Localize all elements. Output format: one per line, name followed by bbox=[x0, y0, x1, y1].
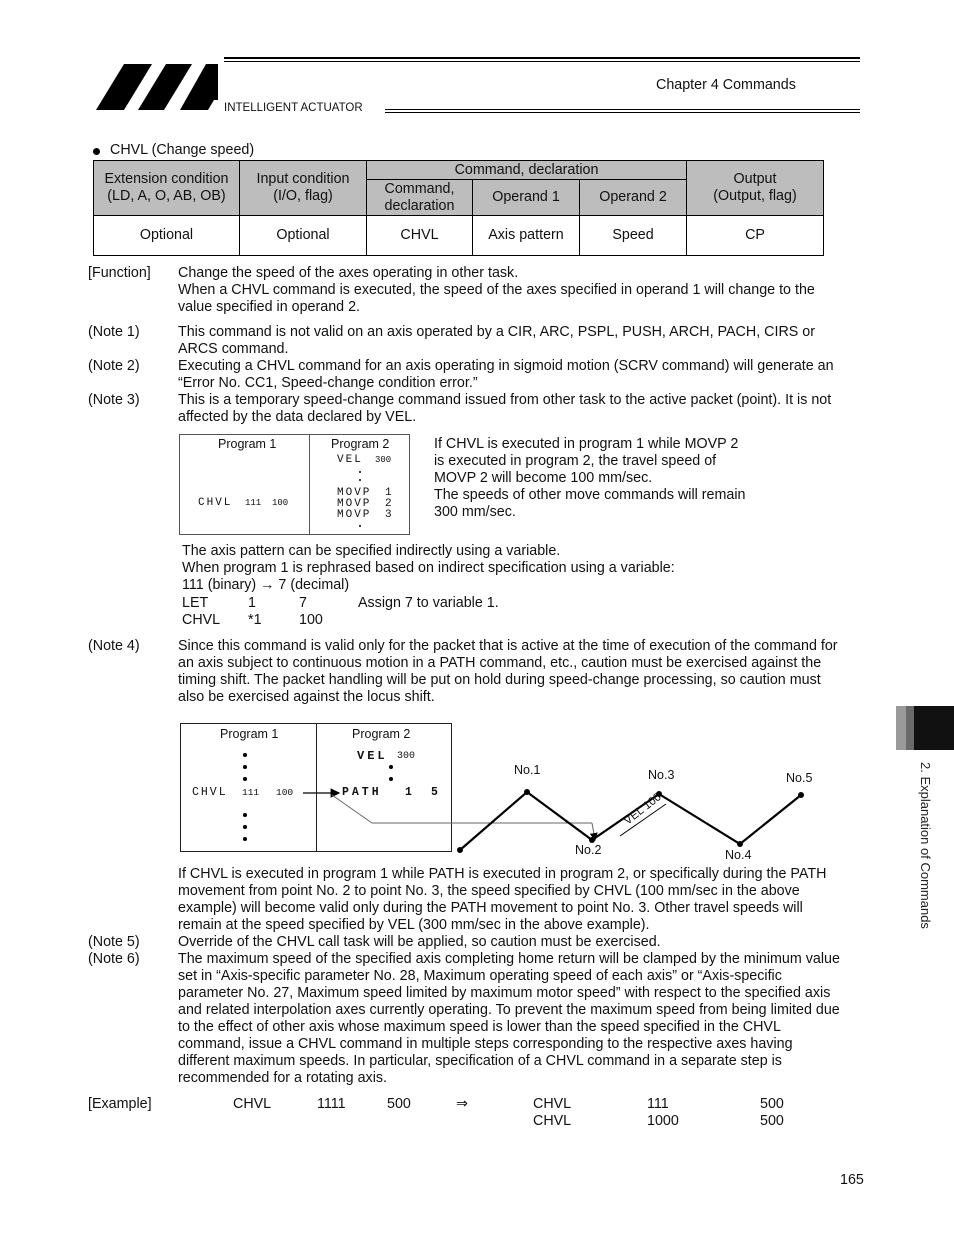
note3-text: This is a temporary speed-change command issued from other task to the active packet (point). It is not affected by the data declared by VEL. bbox=[178, 392, 832, 425]
movp-command: MOVP bbox=[337, 487, 372, 499]
program1-label: Program 1 bbox=[218, 437, 277, 451]
path-command: PATH bbox=[342, 786, 382, 799]
table-cell: Speed bbox=[580, 216, 687, 256]
program-figure-1 bbox=[179, 434, 410, 535]
page-number: 165 bbox=[840, 1172, 864, 1188]
let-operand1: 1 bbox=[248, 595, 256, 611]
table-row bbox=[94, 216, 824, 256]
operand1-header: Operand 1 bbox=[473, 180, 580, 216]
note4-text: Since this command is valid only for the packet that is active at the time of execution of the command for an axis subject to continuous motion in a PATH command, etc., caution must be exercised against the timing shift. The packet handling will be put on hold during speed-change processing, so caution must also be exercised against the locus shift. bbox=[178, 638, 838, 705]
command-declaration-header: Command, declaration bbox=[367, 161, 687, 180]
figure-divider bbox=[309, 435, 310, 534]
section-title: CHVL (Change speed) bbox=[110, 142, 255, 158]
figure1-description: If CHVL is executed in program 1 while MOVP 2 is executed in program 2, the travel speed of MOVP 2 will become 100 mm/sec. The speeds of other move commands will remain 300 mm/sec. bbox=[434, 436, 746, 520]
let-operand2: 7 bbox=[299, 595, 307, 611]
header-rule-top bbox=[224, 57, 860, 59]
chvl-operand1: 111 bbox=[245, 498, 262, 508]
side-tab-label: 2. Explanation of Commands bbox=[918, 762, 933, 929]
chvl-operand1: 111 bbox=[242, 787, 260, 798]
example-operand2: 500 bbox=[760, 1096, 784, 1112]
vel-value: 300 bbox=[375, 455, 392, 465]
note2-label: (Note 2) bbox=[88, 358, 140, 374]
vel-command: VEL bbox=[357, 749, 388, 763]
function-label: [Function] bbox=[88, 265, 151, 281]
example-operand1: 111 bbox=[647, 1096, 669, 1112]
point-label-no2: No.2 bbox=[575, 843, 602, 857]
company-logo bbox=[96, 58, 220, 112]
chapter-title: Chapter 4 Commands bbox=[656, 77, 796, 93]
program1-label: Program 1 bbox=[220, 727, 279, 741]
table-cell: CP bbox=[687, 216, 824, 256]
side-tab-block bbox=[914, 706, 954, 750]
header-rule-top-thin bbox=[224, 61, 860, 62]
note4-continued-text: If CHVL is executed in program 1 while PATH is executed in program 2, or specifically during the PATH movement from point No. 2 to point No. 3, the speed specified by CHVL (100 mm/sec in the above example) will become valid only during the PATH movement to point No. 3. Other travel speeds will remain at the speed specified by VEL (300 mm/sec in the above example). bbox=[178, 866, 827, 933]
note1-text: This command is not valid on an axis operated by a CIR, ARC, PSPL, PUSH, ARCH, PACH, CIRS or ARCS command. bbox=[178, 324, 815, 357]
side-tab-stripe bbox=[896, 706, 906, 750]
example-command: CHVL bbox=[533, 1113, 572, 1129]
operand2-header: Operand 2 bbox=[580, 180, 687, 216]
chvl-operand2: 100 bbox=[276, 787, 294, 798]
let-comment: Assign 7 to variable 1. bbox=[358, 595, 499, 611]
note3-label: (Note 3) bbox=[88, 392, 140, 408]
note2-text: Executing a CHVL command for an axis operating in sigmoid motion (SCRV command) will generate an “Error No. CC1, Speed-change condition error.” bbox=[178, 358, 834, 391]
example-command: CHVL bbox=[533, 1096, 572, 1112]
side-tab-stripe bbox=[906, 706, 914, 750]
example-operand1: 1000 bbox=[647, 1113, 679, 1129]
let-command: LET bbox=[182, 595, 209, 611]
example-operand2: 500 bbox=[760, 1113, 784, 1129]
ellipsis-dot bbox=[359, 471, 361, 473]
implies-arrow-icon: ⇒ bbox=[456, 1096, 468, 1112]
vel-command: VEL bbox=[337, 454, 363, 466]
point-label-no5: No.5 bbox=[786, 771, 813, 785]
vel-value: 300 bbox=[397, 751, 416, 762]
chvl-command: CHVL bbox=[182, 612, 221, 628]
header-rule-1 bbox=[385, 109, 860, 110]
table-cell: CHVL bbox=[367, 216, 473, 256]
note1-label: (Note 1) bbox=[88, 324, 140, 340]
note5-text: Override of the CHVL call task will be applied, so caution must be exercised. bbox=[178, 934, 661, 950]
chvl-command: CHVL bbox=[198, 497, 233, 509]
movp-command: MOVP bbox=[337, 498, 372, 510]
program2-label: Program 2 bbox=[352, 727, 411, 741]
ellipsis-dot bbox=[359, 525, 361, 527]
note5-label: (Note 5) bbox=[88, 934, 140, 950]
input-condition-header: Input condition (I/O, flag) bbox=[240, 161, 367, 216]
header-rule-2 bbox=[385, 112, 860, 113]
extension-condition-header: Extension condition (LD, A, O, AB, OB) bbox=[94, 161, 240, 216]
example-label: [Example] bbox=[88, 1096, 152, 1112]
example-operand1: 1111 bbox=[317, 1096, 346, 1112]
ellipsis-dot bbox=[359, 479, 361, 481]
movp-value: 3 bbox=[385, 509, 394, 521]
example-command: CHVL bbox=[233, 1096, 272, 1112]
table-cell: Optional bbox=[94, 216, 240, 256]
note4-label: (Note 4) bbox=[88, 638, 140, 654]
indirect-text: The axis pattern can be specified indirectly using a variable. When program 1 is rephrased based on indirect specification using a variable: 111 (binary) → 7 (decimal) bbox=[182, 543, 675, 593]
table-cell: Axis pattern bbox=[473, 216, 580, 256]
note6-text: The maximum speed of the specified axis completing home return will be clamped by the minimum value set in “Axis-specific parameter No. 28, Maximum operating speed of each axis” or “Axis-specific parameter No. 27, Maximum speed limited by maximum motor speed” with respect to the specified axis and related interpolation axes currently operating. To prevent the maximum speed from being limited due to the effect of other axis whose maximum speed is lower than the speed specified in the CHVL command, issue a CHVL command in multiple steps corresponding to the respective axes having different maximum speeds. In particular, specification of a CHVL command in a separate step is recommended for a rotating axis. bbox=[178, 951, 840, 1086]
point-label-no4: No.4 bbox=[725, 848, 752, 862]
point-label-no1: No.1 bbox=[514, 763, 541, 777]
function-text: Change the speed of the axes operating in other task. When a CHVL command is executed, the speed of the axes specified in operand 1 will change to the value specified in operand 2. bbox=[178, 265, 815, 315]
movp-value: 2 bbox=[385, 498, 394, 510]
example-operand2: 500 bbox=[387, 1096, 411, 1112]
movp-value: 1 bbox=[385, 487, 394, 499]
logo-text: INTELLIGENT ACTUATOR bbox=[224, 102, 363, 114]
movp-command: MOVP bbox=[337, 509, 372, 521]
vel-100-label: VEL 100 bbox=[622, 791, 664, 828]
output-header: Output (Output, flag) bbox=[687, 161, 824, 216]
note6-label: (Note 6) bbox=[88, 951, 140, 967]
point-label-no3: No.3 bbox=[648, 768, 675, 782]
chvl-operand2: 100 bbox=[299, 612, 323, 628]
command-table bbox=[93, 160, 824, 256]
command-column-header: Command, declaration bbox=[367, 180, 473, 216]
chvl-operand2: 100 bbox=[272, 498, 289, 508]
path-operand2: 5 bbox=[431, 786, 440, 799]
program2-label: Program 2 bbox=[331, 437, 390, 451]
chvl-operand1: *1 bbox=[248, 612, 262, 628]
chvl-command: CHVL bbox=[192, 786, 228, 799]
path-operand1: 1 bbox=[405, 786, 414, 799]
bullet-icon bbox=[93, 148, 100, 155]
table-cell: Optional bbox=[240, 216, 367, 256]
